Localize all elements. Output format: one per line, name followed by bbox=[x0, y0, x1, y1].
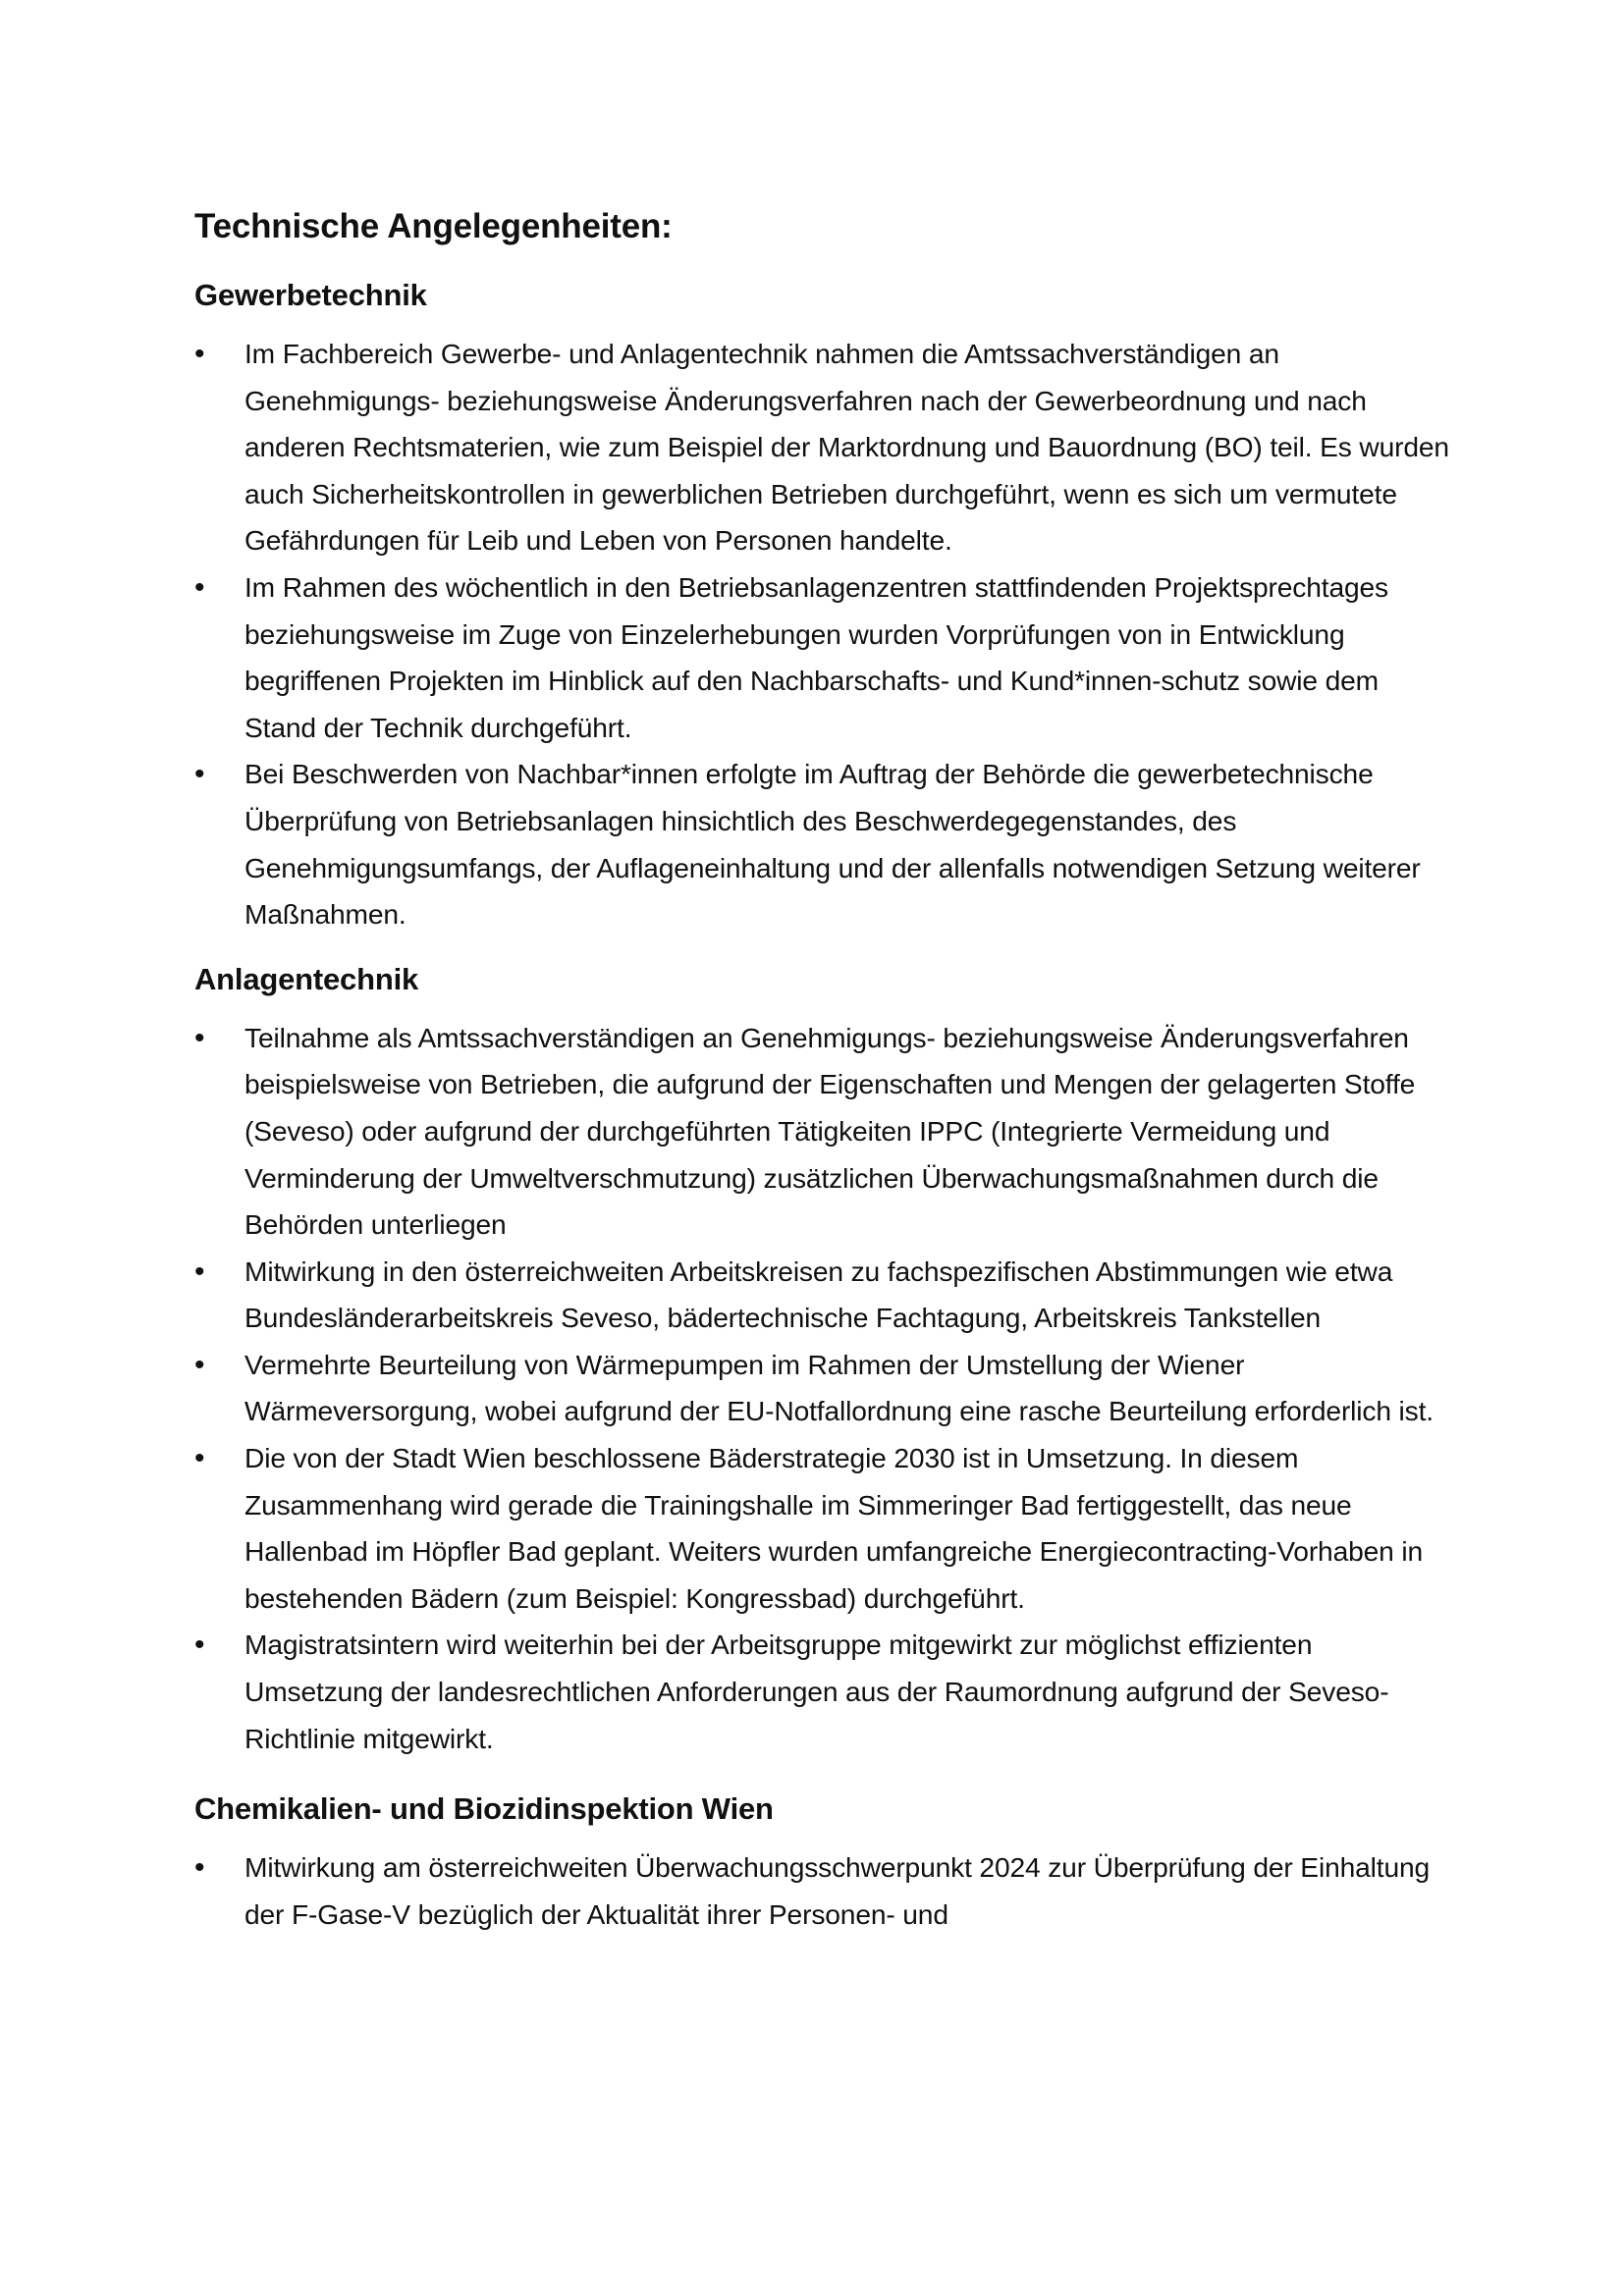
list-item bbox=[194, 331, 1451, 564]
bullet-icon: • bbox=[194, 1851, 205, 1885]
list-item bbox=[194, 1622, 1451, 1762]
list-item-text: Teilnahme als Amtssachverständigen an Genehmigungs- beziehungsweise Änderungsverfahren beispielsweise von Betrieben, die aufgrund der Eigenschaften und Mengen der gelagerten Stoffe (Seveso) oder aufgrund der durchgeführten Tätigkeiten IPPC (Integrierte Vermeidung und Verminderung der Umweltverschmutzung) zusätzlichen Überwachungsmaßnahmen durch die Behörden unterliegen bbox=[244, 1021, 1416, 1241]
bullet-icon: • bbox=[194, 1021, 205, 1054]
list-item-text: Die von der Stadt Wien beschlossene Bäderstrategie 2030 ist in Umsetzung. In diesem Zusammenhang wird gerade die Trainingshalle im Simmeringer Bad fertiggestellt, das neue Hallenbad im Höpfler Bad geplant. Weiters wurden umfangreiche Energiecontracting-Vorhaben in bestehenden Bädern (zum Beispiel: Kongressbad) durchgeführt. bbox=[244, 1442, 1424, 1614]
list-item bbox=[194, 1342, 1451, 1435]
bullet-icon: • bbox=[194, 758, 205, 791]
bullet-icon: • bbox=[194, 1629, 205, 1662]
bullet-list-anlagentechnik bbox=[194, 1015, 1451, 1763]
bullet-icon: • bbox=[194, 338, 205, 370]
bullet-icon: • bbox=[194, 1348, 205, 1381]
bullet-icon: • bbox=[194, 570, 205, 604]
bullet-list-gewerbetechnik bbox=[194, 331, 1451, 938]
list-item-text: Magistratsintern wird weiterhin bei der Arbeitsgruppe mitgewirkt zur möglichst effizienten Umsetzung der landesrechtlichen Anforderungen aus der Raumordnung aufgrund der Seveso-Richtlinie mitgewirkt. bbox=[244, 1629, 1389, 1754]
list-item bbox=[194, 751, 1451, 937]
bullet-icon: • bbox=[194, 1442, 205, 1475]
list-item bbox=[194, 564, 1451, 751]
document-page bbox=[194, 194, 1451, 1938]
list-item-text: Im Fachbereich Gewerbe- und Anlagentechnik nahmen die Amtssachverständigen an Genehmigungs- beziehungsweise Änderungsverfahren nach der Gewerbeordnung und nach anderen Rechtsmaterien, wie zum Beispiel der Marktordnung und Bauordnung (BO) teil. Es wurden auch Sicherheitskontrollen in gewerblichen Betrieben durchgeführt, wenn es sich um vermutete Gefährdungen für Leib und Leben von Personen handelte. bbox=[244, 338, 1449, 557]
list-item bbox=[194, 1844, 1451, 1938]
bullet-list-chemikalien-biozidinspektion bbox=[194, 1844, 1451, 1938]
section-heading-chemikalien-biozidinspektion: Chemikalien- und Biozidinspektion Wien bbox=[194, 1791, 774, 1827]
list-item-text: Mitwirkung in den österreichweiten Arbeitskreisen zu fachspezifischen Abstimmungen wie etwa Bundesländerarbeitskreis Seveso, bädertechnische Fachtagung, Arbeitskreis Tankstellen bbox=[244, 1255, 1393, 1334]
list-item bbox=[194, 1015, 1451, 1249]
page-title: Technische Angelegenheiten: bbox=[194, 207, 673, 245]
bullet-icon: • bbox=[194, 1255, 205, 1288]
list-item bbox=[194, 1435, 1451, 1622]
section-heading-gewerbetechnik: Gewerbetechnik bbox=[194, 278, 427, 312]
list-item bbox=[194, 1249, 1451, 1342]
section-heading-anlagentechnik: Anlagentechnik bbox=[194, 961, 419, 996]
list-item-text: Im Rahmen des wöchentlich in den Betriebsanlagenzentren stattfindenden Projektsprechtages beziehungsweise im Zuge von Einzelerhebungen wurden Vorprüfungen von in Entwicklung begriffenen Projekten im Hinblick auf den Nachbarschafts- und Kund*innen-schutz sowie dem Stand der Technik durchgeführt. bbox=[244, 570, 1388, 743]
list-item-text: Bei Beschwerden von Nachbar*innen erfolgte im Auftrag der Behörde die gewerbetechnische Überprüfung von Betriebsanlagen hinsichtlich des Beschwerdegegenstandes, des Genehmigungsumfangs, der Auflageneinhaltung und der allenfalls notwendigen Setzung weiterer Maßnahmen. bbox=[244, 758, 1421, 931]
list-item-text: Vermehrte Beurteilung von Wärmepumpen im Rahmen der Umstellung der Wiener Wärmeversorgung, wobei aufgrund der EU-Notfallordnung eine rasche Beurteilung erforderlich ist. bbox=[244, 1348, 1434, 1427]
list-item-text: Mitwirkung am österreichweiten Überwachungsschwerpunkt 2024 zur Überprüfung der Einhaltung der F-Gase-V bezüglich der Aktualität ihrer Personen- und bbox=[244, 1851, 1431, 1930]
